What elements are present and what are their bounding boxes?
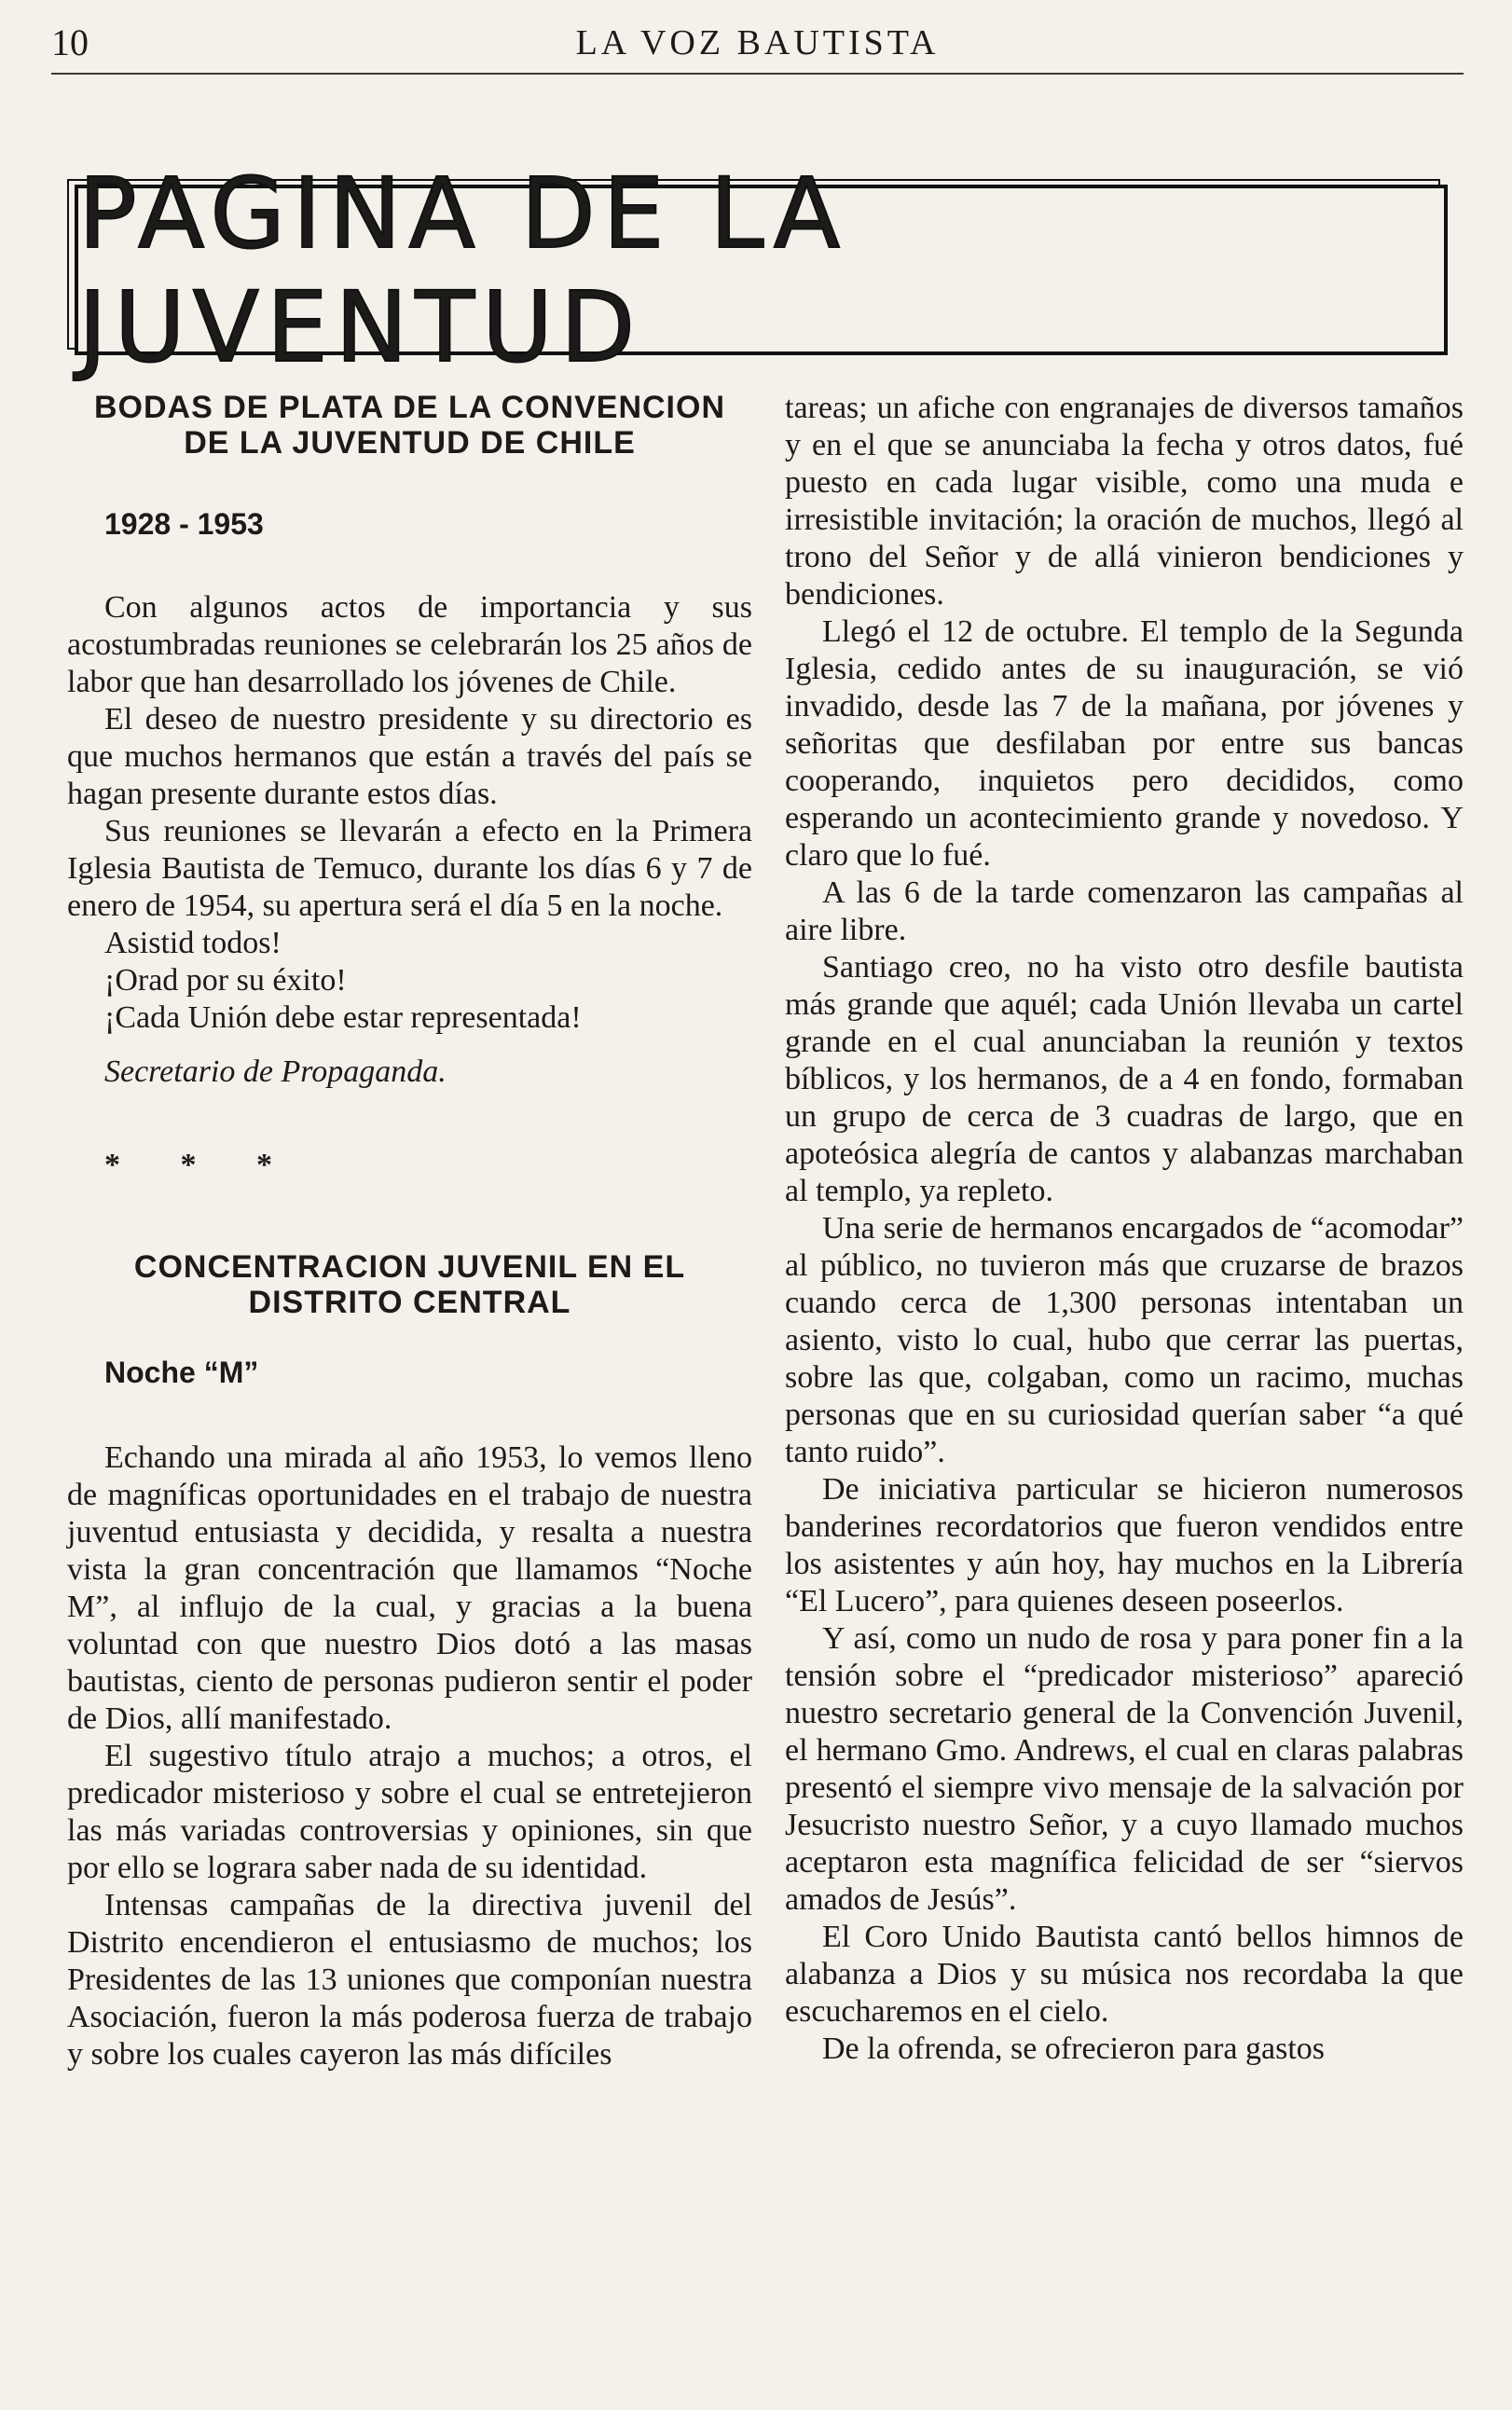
article1-paragraph: El deseo de nuestro presidente y su directorio es que muchos hermanos que están a través del país se hagan presente durante estos días. [67,702,752,811]
right-paragraph: Llegó el 12 de octubre. El templo de la Segunda Iglesia, cedido antes de su inauguración, se vió invadido, desde las 7 de la mañana, por jóvenes y señoritas que desfilaban por entre sus bancas cooperando, inquietos pero decididos, como esperando un acontecimiento grande y novedoso. Y claro que lo fué. [785,614,1464,873]
article-separator: * * * [104,1148,298,1182]
article2-paragraph: Echando una mirada al año 1953, lo vemos lleno de magníficas oportunidades en el trabajo de nuestra juventud entusiasta y decidida, y resalta a nuestra vista la gran concentración que llamamos “Noche M”, al influjo de la cual, y gracias a la buena voluntad con que nuestro Dios dotó a las masas bautistas, ciento de personas pudieron sentir el poder de Dios, allí manifestado. [67,1440,752,1736]
banner-title: PAGINA DE LA JUVENTUD [78,156,847,384]
section-banner [75,156,1448,384]
right-paragraph: A las 6 de la tarde comenzaron las campañas al aire libre. [785,875,1464,947]
right-paragraph: De iniciativa particular se hicieron numerosos banderines recordatorios que fueron vendidos entre los asistentes y aún hoy, hay muchos en la Librería “El Lucero”, para quienes deseen poseerlos. [785,1472,1464,1618]
article2-paragraph: El sugestivo título atrajo a muchos; a otros, el predicador misterioso y sobre el cual se entretejieron las más variadas controversias y opiniones, sin que por ello se lograra saber nada de su identidad. [67,1739,752,1885]
right-paragraph: tareas; un afiche con engranajes de diversos tamaños y en el que se anunciaba la fecha y otros datos, fué puesto en cada lugar visible, como una muda e irresistible invitación; la oración de muchos, llegó al trono del Señor y de allá vinieron bendiciones y bendiciones. [785,391,1464,612]
article1-paragraph: Asistid todos! [104,926,282,960]
article1-paragraph: Con algunos actos de importancia y sus acostumbradas reuniones se celebrarán los 25 años de labor que han desarrollado los jóvenes de Chile. [67,590,752,699]
right-paragraph: Una serie de hermanos encargados de “acomodar” al público, no tuvieron más que cruzarse de brazos cuando cerca de 1,300 personas intentaban un asiento, visto lo cual, hubo que cerrar las puertas, sobre las que, colgaban, como un racimo, muchas personas que en su curiosidad querían saber “a qué tanto ruido”. [785,1211,1464,1469]
page-number: 10 [51,21,89,63]
left-column [67,390,752,2073]
article1-paragraph: Sus reuniones se llevarán a efecto en la Primera Iglesia Bautista de Temuco, durante los días 6 y 7 de enero de 1954, su apertura será el día 5 en la noche. [67,814,752,923]
right-paragraph: El Coro Unido Bautista cantó bellos himnos de alabanza a Dios y su música nos recordaba la que escucharemos en el cielo. [785,1920,1464,2029]
article2-paragraph: Intensas campañas de la directiva juvenil del Distrito encendieron el entusiasmo de muchos; los Presidentes de las 13 uniones que componían nuestra Asociación, fueron la más poderosa fuerza de trabajo y sobre los cuales cayeron las más difíciles [67,1888,752,2072]
article2-subtitle: Noche “M” [104,1356,259,1389]
right-paragraph: Y así, como un nudo de rosa y para poner fin a la tensión sobre el “predicador misterioso” apareció nuestro secretario general de la Convención Juvenil, el hermano Gmo. Andrews, el cual en claras palabras presentó el siempre vivo mensaje de la salvación por Jesucristo nuestro Señor, y a cuyo llamado muchos aceptaron esta magnífica felicidad de ser “siervos amados de Jesús”. [785,1621,1464,1917]
right-paragraph: Santiago creo, no ha visto otro desfile bautista más grande que aquél; cada Unión llevaba un cartel grande en el cual anunciaban la reunión y textos bíblicos, y los hermanos, de a 4 en fondo, formaban un grupo de cerca de 3 cuadras de largo, que en apoteósica alegría de cantos y alabanzas marchaban al templo, ya repleto. [785,950,1464,1208]
header-rule [51,73,1464,75]
page-header [51,21,1464,76]
article1-paragraph: ¡Orad por su éxito! [104,963,347,998]
article1-paragraph: ¡Cada Unión debe estar representada! [104,1000,582,1035]
article1-headline: BODAS DE PLATA DE LA CONVENCION DE LA JUVENTUD DE CHILE [93,390,726,461]
right-column [785,390,1464,2068]
article1-signature: Secretario de Propaganda. [104,1054,447,1089]
running-title: LA VOZ BAUTISTA [575,23,940,62]
article2-headline: CONCENTRACION JUVENIL EN EL DISTRITO CENTRAL [133,1249,686,1320]
right-paragraph: De la ofrenda, se ofrecieron para gastos [822,2031,1326,2066]
article1-dates: 1928 - 1953 [104,507,264,541]
